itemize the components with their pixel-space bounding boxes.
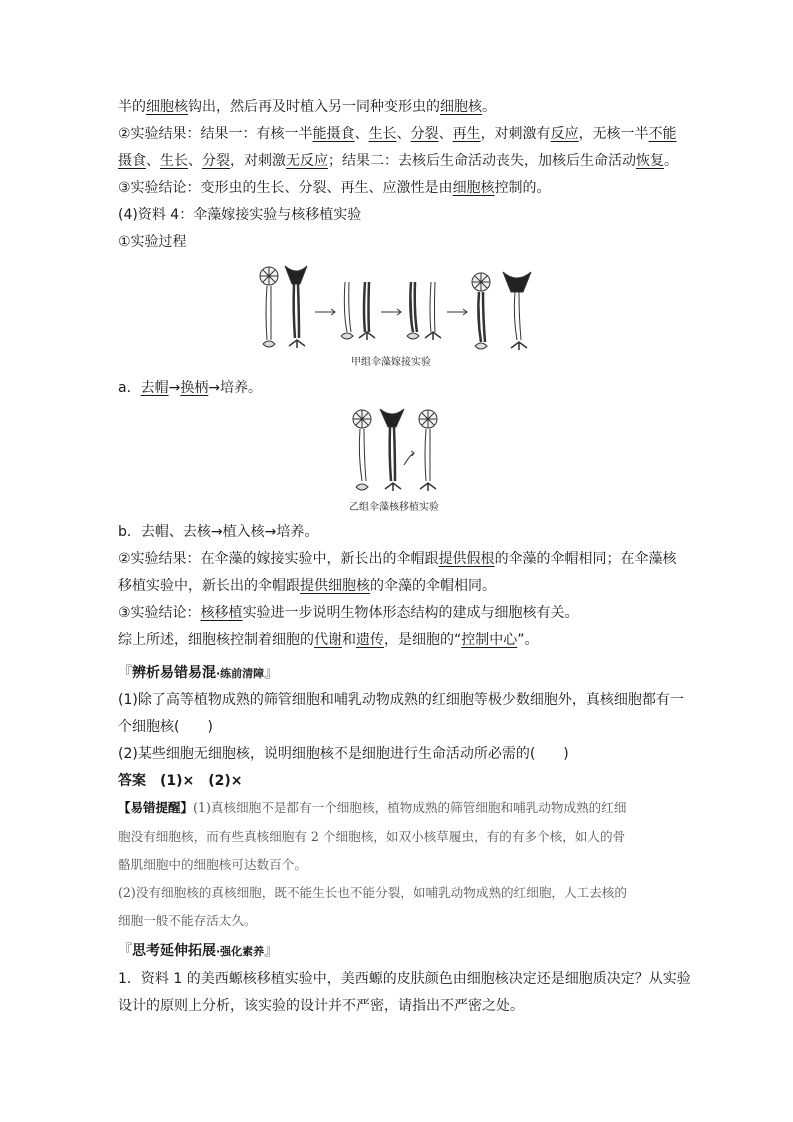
figure-caption: 甲组伞藻嫁接实验 [351, 357, 431, 368]
text-line: (4)资料 4：伞藻嫁接实验与核移植实验 [118, 207, 362, 223]
text-line: a．去帽→换柄→培养。 [118, 380, 263, 396]
tip-line: 【易错提醒】(1)真核细胞不是都有一个细胞核，植物成熟的筛管细胞和哺乳动物成熟的红细 [118, 800, 627, 815]
question-line: 1．资料 1 的美西螈核移植实验中，美西螈的皮肤颜色由细胞核决定还是细胞质决定？从实验 [118, 971, 691, 987]
text-line: ①实验过程 [118, 234, 187, 250]
question-line: (2)某些细胞无细胞核，说明细胞核不是细胞进行生命活动所必需的( ) [118, 746, 569, 762]
text-line: ③实验结论：核移植实验进一步说明生物体形态结构的建成与细胞核有关。 [118, 605, 579, 621]
question-line: 个细胞核( ) [118, 719, 213, 735]
tip-line: 细胞一般不能存活太久。 [118, 913, 257, 928]
text-line: 半的细胞核钩出，然后再及时植入另一同种变形虫的细胞核。 [118, 99, 496, 115]
text-line: 移植实验中，新长出的伞帽跟提供细胞核的伞藻的伞帽相同。 [118, 578, 496, 594]
tip-line: 胞没有细胞核，而有些真核细胞有 2 个细胞核，如双小核草履虫，有的有多个核，如人的骨 [118, 829, 626, 844]
section-heading: 『辨析易错易混·练前清障』 [118, 665, 279, 681]
text-line: ②实验结果：结果一：有核一半能摄食、生长、分裂、再生，对刺激有反应，无核一半不能 [118, 126, 677, 142]
text-line: 综上所述，细胞核控制着细胞的代谢和遗传，是细胞的“控制中心”。 [118, 632, 539, 648]
text-line: ②实验结果：在伞藻的嫁接实验中，新长出的伞帽跟提供假根的伞藻的伞帽相同；在伞藻核 [118, 551, 677, 567]
figure-caption: 乙组伞藻核移植实验 [349, 502, 439, 513]
nucleus-transplant-figure [350, 405, 446, 497]
tip-line: (2)没有细胞核的真核细胞，既不能生长也不能分裂，如哺乳动物成熟的红细胞，人工去核的 [118, 885, 627, 900]
question-line: 设计的原则上分析，该实验的设计并不严密，请指出不严密之处。 [118, 998, 524, 1014]
tip-line: 骼肌细胞中的细胞核可达数百个。 [118, 857, 307, 872]
section-heading: 『思考延伸拓展·强化素养』 [118, 943, 279, 959]
text-line: 摄食、生长、分裂，对刺激无反应；结果二：去核后生命活动丧失，加核后生命活动恢复。 [118, 153, 678, 169]
text-line: ③实验结论：变形虫的生长、分裂、再生、应激性是由细胞核控制的。 [118, 180, 551, 196]
text-line: b．去帽、去核→植入核→培养。 [118, 524, 319, 540]
answer-line: 答案 (1)× (2)× [118, 773, 243, 789]
grafting-figure [255, 262, 545, 354]
question-line: (1)除了高等植物成熟的筛管细胞和哺乳动物成熟的红细胞等极少数细胞外，真核细胞都有一 [118, 692, 684, 708]
